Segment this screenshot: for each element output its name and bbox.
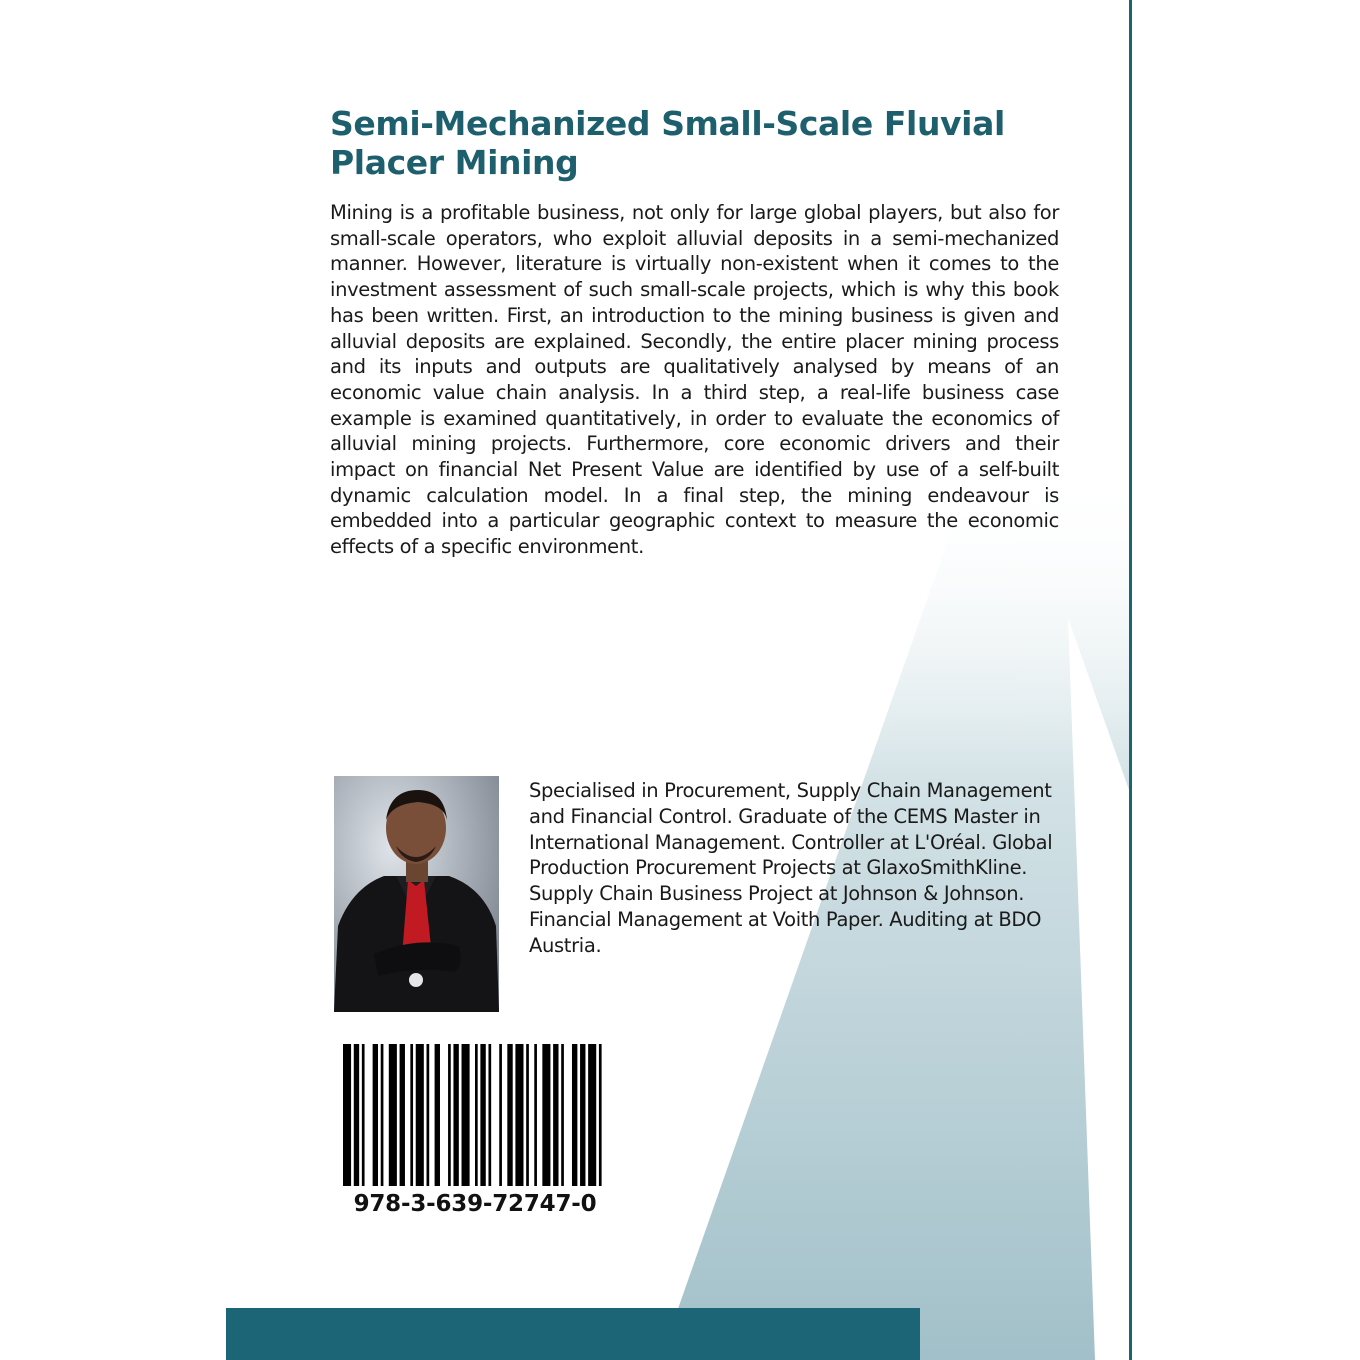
spine-line (1129, 0, 1132, 1360)
bottom-accent-band (226, 1308, 920, 1360)
isbn-number: 978-3-639-72747-0 (353, 1191, 597, 1217)
book-blurb: Mining is a profitable business, not only for large global players, but also for small-scale operators, who exploit alluvial deposits in a semi-mechanized manner. However, literature is virtually non-existent when it comes to the investment assessment of such small-scale projects, which is why this book has been written. First, an introduction to the mining business is given and alluvial deposits are explained. Secondly, the entire placer mining process and its inputs and outputs are qualitatively analysed by means of an economic value chain analysis. In a third step, a real-life business case example is examined quantitatively, in order to evaluate the economics of alluvial mining projects. Furthermore, core economic drivers and their impact on financial Net Present Value are identified by use of a self-built dynamic calculation model. In a final step, the mining endeavour is embedded into a particular geographic context to measure the economic effects of a specific environment. (330, 201, 1059, 559)
author-bio: Specialised in Procurement, Supply Chain Management and Financial Control. Graduate of the CEMS Master in International Management. Controller at L'Oréal. Global Production Procurement Projects at GlaxoSmithKline. Supply Chain Business Project at Johnson & Johnson. Financial Management at Voith Paper. Auditing at BDO Austria. (529, 779, 1053, 957)
isbn-barcode-icon (343, 1044, 607, 1186)
author-photo (334, 776, 499, 1012)
book-title: Semi-Mechanized Small-Scale Fluvial Placer Mining (330, 104, 1005, 182)
author-portrait-icon (334, 776, 499, 1012)
